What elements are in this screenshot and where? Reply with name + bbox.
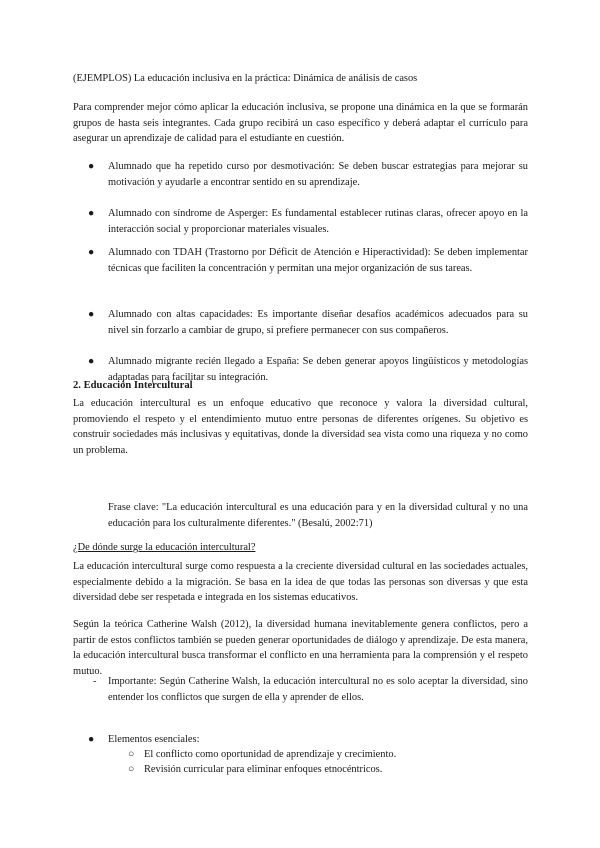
- case-text: Alumnado con TDAH (Trastorno por Déficit de Atención e Hiperactividad): Se deben implementar técnicas que faciliten la concentración y permitan una mejor organización de sus tareas.: [108, 247, 528, 274]
- bullet-icon: ●: [88, 356, 95, 367]
- bullet-icon: ●: [88, 208, 95, 219]
- document-title: (EJEMPLOS) La educación inclusiva en la práctica: Dinámica de análisis de casos: [73, 73, 418, 84]
- walsh-paragraph: Según la teórica Catherine Walsh (2012), la diversidad humana inevitablemente genera conflictos, pero a partir de estos conflictos también se pueden generar oportunidades de diálogo y aprendizaje. De esta manera, la educación intercultural busca transformar el conflicto en una herramienta para la comprensión y el respeto mutuo.: [73, 619, 528, 677]
- intro-paragraph: Para comprender mejor cómo aplicar la educación inclusiva, se propone una dinámica en la que se formarán grupos de hasta seis integrantes. Cada grupo recibirá un caso específico y deberá adaptar el currículo para asegurar un aprendizaje de calidad para el estudiante en cuestión.: [73, 102, 528, 145]
- case-text: Alumnado migrante recién llegado a España: Se deben generar apoyos lingüísticos y metodologías adaptadas para facilitar su integración.: [108, 356, 528, 383]
- subsection-heading: ¿De dónde surge la educación intercultural?: [73, 542, 256, 553]
- circle-bullet-icon: ○: [128, 764, 135, 775]
- key-quote: Frase clave: "La educación intercultural es una educación para y en la diversidad cultural y no una educación para los culturalmente diferentes." (Besalú, 2002:71): [108, 502, 528, 529]
- bullet-icon: ●: [88, 734, 95, 745]
- origin-paragraph: La educación intercultural surge como respuesta a la creciente diversidad cultural en las sociedades actuales, especialmente debido a la migración. Se basa en la idea de que todas las personas son diversas y que esta diversidad debe ser respetada e integrada en los sistemas educativos.: [73, 561, 528, 604]
- element-text: El conflicto como oportunidad de aprendizaje y crecimiento.: [144, 749, 397, 760]
- important-text: Importante: Según Catherine Walsh, la educación intercultural no es solo aceptar la diversidad, sino entender los conflictos que surgen de ella y aprender de ellos.: [108, 676, 528, 703]
- section-paragraph: La educación intercultural es un enfoque educativo que reconoce y valora la diversidad cultural, promoviendo el respeto y el entendimiento mutuo entre personas de diferentes orígenes. Su objetivo es construir sociedades más inclusivas y equitativas, donde la diversidad sea vista como una riqueza y no como un problema.: [73, 398, 528, 456]
- section-heading: 2. Educación Intercultural: [73, 380, 193, 391]
- bullet-icon: ●: [88, 247, 95, 258]
- case-text: Alumnado con altas capacidades: Es importante diseñar desafíos académicos adecuados para su nivel sin forzarlo a cambiar de grupo, si prefiere permanecer con sus compañeros.: [108, 309, 528, 336]
- dash-icon: -: [93, 676, 97, 687]
- bullet-icon: ●: [88, 161, 95, 172]
- bullet-icon: ●: [88, 309, 95, 320]
- circle-bullet-icon: ○: [128, 749, 135, 760]
- case-text: Alumnado con síndrome de Asperger: Es fundamental establecer rutinas claras, ofrecer apoyo en la interacción social y proporcionar materiales visuales.: [108, 208, 528, 235]
- case-text: Alumnado que ha repetido curso por desmotivación: Se deben buscar estrategias para mejorar su motivación y ayudarle a encontrar sentido en su aprendizaje.: [108, 161, 528, 188]
- element-text: Revisión curricular para eliminar enfoques etnocéntricos.: [144, 764, 383, 775]
- elements-label: Elementos esenciales:: [108, 734, 200, 745]
